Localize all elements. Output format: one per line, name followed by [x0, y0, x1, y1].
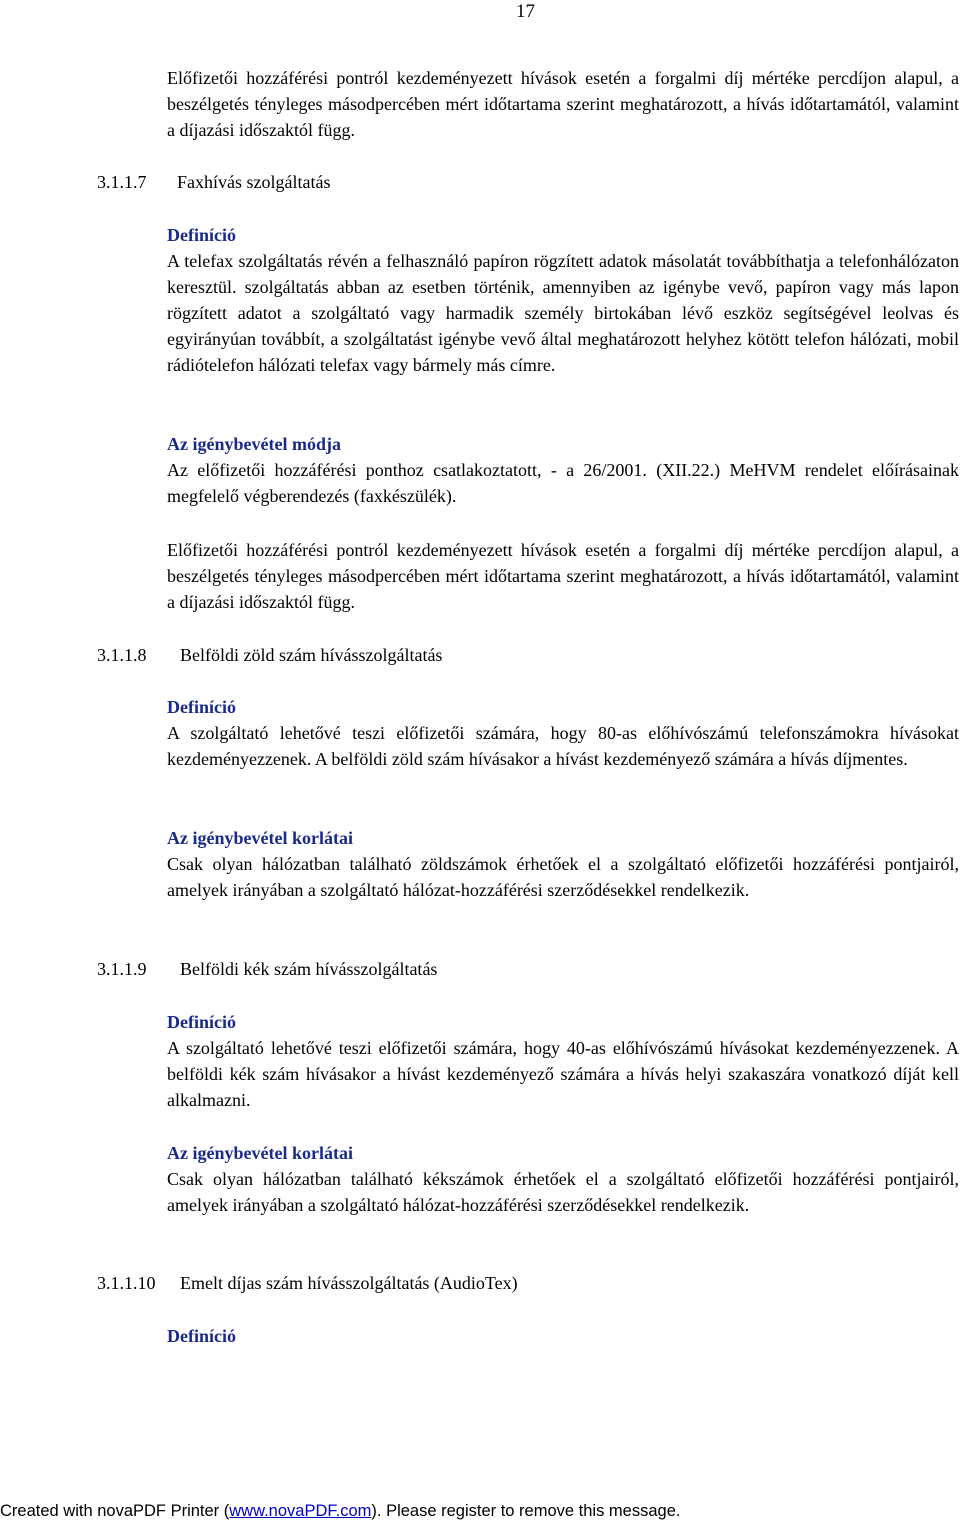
label-usage-limits: Az igénybevétel korlátai: [167, 828, 353, 848]
paragraph-fee-info-1: Előfizetői hozzáférési pontról kezdeményezett hívások esetén a forgalmi díj mértéke percdíjon alapul, a beszélgetés tényleges másodpercében mért időtartama szerint meghatározott, a hívás időtartamától, valamint a díjazási időszaktól függ.: [167, 68, 959, 140]
section-number: 3.1.1.8: [97, 645, 147, 665]
paragraph-blue-number-definition: A szolgáltató lehetővé teszi előfizetői számára, hogy 40-as előhívószámú hívásokat kezdeményezzenek. A belföldi kék szám hívásakor a hívást kezdeményező számára a hívás helyi szakaszára vonatkozó díját kell alkalmazni.: [167, 1038, 959, 1110]
section-heading-3-1-1-8: [97, 642, 442, 668]
label-definition: Definíció: [167, 1326, 236, 1346]
section-title: Belföldi kék szám hívásszolgáltatás: [180, 959, 438, 979]
footer-link[interactable]: www.novaPDF.com: [229, 1502, 372, 1520]
section-heading-3-1-1-9: [97, 956, 437, 982]
section-heading-3-1-1-7: [97, 169, 330, 195]
section-heading-3-1-1-10: [97, 1270, 518, 1296]
paragraph-blue-number-limits: Csak olyan hálózatban található kékszámok érhetőek el a szolgáltató előfizetői hozzáférési pontjairól, amelyek irányában a szolgáltató hálózat-hozzáférési szerződésekkel rendelkezik.: [167, 1169, 959, 1215]
section-title: Faxhívás szolgáltatás: [177, 172, 331, 192]
page-number: 17: [516, 1, 535, 22]
label-definition: Definíció: [167, 225, 236, 245]
paragraph-green-number-limits: Csak olyan hálózatban található zöldszámok érhetőek el a szolgáltató előfizetői hozzáférési pontjairól, amelyek irányában a szolgáltató hálózat-hozzáférési szerződésekkel rendelkezik.: [167, 854, 959, 900]
section-title: Emelt díjas szám hívásszolgáltatás (AudioTex): [180, 1273, 518, 1293]
label-definition: Definíció: [167, 1012, 236, 1032]
section-number: 3.1.1.9: [97, 959, 147, 979]
label-definition: Definíció: [167, 697, 236, 717]
paragraph-fax-definition: A telefax szolgáltatás révén a felhasználó papíron rögzített adatok másolatát továbbíthatja a telefonhálózaton keresztül. szolgáltatás abban az esetben történik, amennyiben az igénybe vevő, papíron vagy más lapon rögzített adatot a szolgáltató vagy harmadik személy birtokában lévő eszköz segítségével leolvas és egyirányúan továbbít, a szolgáltatást igénybe vevő által meghatározott helyhez kötött telefon hálózati, mobil rádiótelefon hálózati telefax vagy bármely más címre.: [167, 251, 959, 375]
label-usage-limits: Az igénybevétel korlátai: [167, 1143, 353, 1163]
footer-suffix: ). Please register to remove this message.: [371, 1502, 681, 1520]
section-number: 3.1.1.10: [97, 1273, 156, 1293]
section-number: 3.1.1.7: [97, 172, 147, 192]
paragraph-fax-usage: Az előfizetői hozzáférési ponthoz csatlakoztatott, - a 26/2001. (XII.22.) MeHVM rendelet előírásainak megfelelő végberendezés (faxkészülék).: [167, 460, 959, 506]
footer-watermark: [0, 1500, 680, 1522]
paragraph-green-number-definition: A szolgáltató lehetővé teszi előfizetői számára, hogy 80-as előhívószámú telefonszámokra hívásokat kezdeményezzenek. A belföldi zöld szám hívásakor a hívást kezdeményező számára a hívás díjmentes.: [167, 723, 959, 769]
footer-prefix: Created with novaPDF Printer (: [0, 1502, 230, 1520]
section-title: Belföldi zöld szám hívásszolgáltatás: [180, 645, 443, 665]
label-usage-method: Az igénybevétel módja: [167, 434, 341, 454]
paragraph-fee-info-2: Előfizetői hozzáférési pontról kezdeményezett hívások esetén a forgalmi díj mértéke percdíjon alapul, a beszélgetés tényleges másodpercében mért időtartama szerint meghatározott, a hívás időtartamától, valamint a díjazási időszaktól függ.: [167, 540, 959, 612]
